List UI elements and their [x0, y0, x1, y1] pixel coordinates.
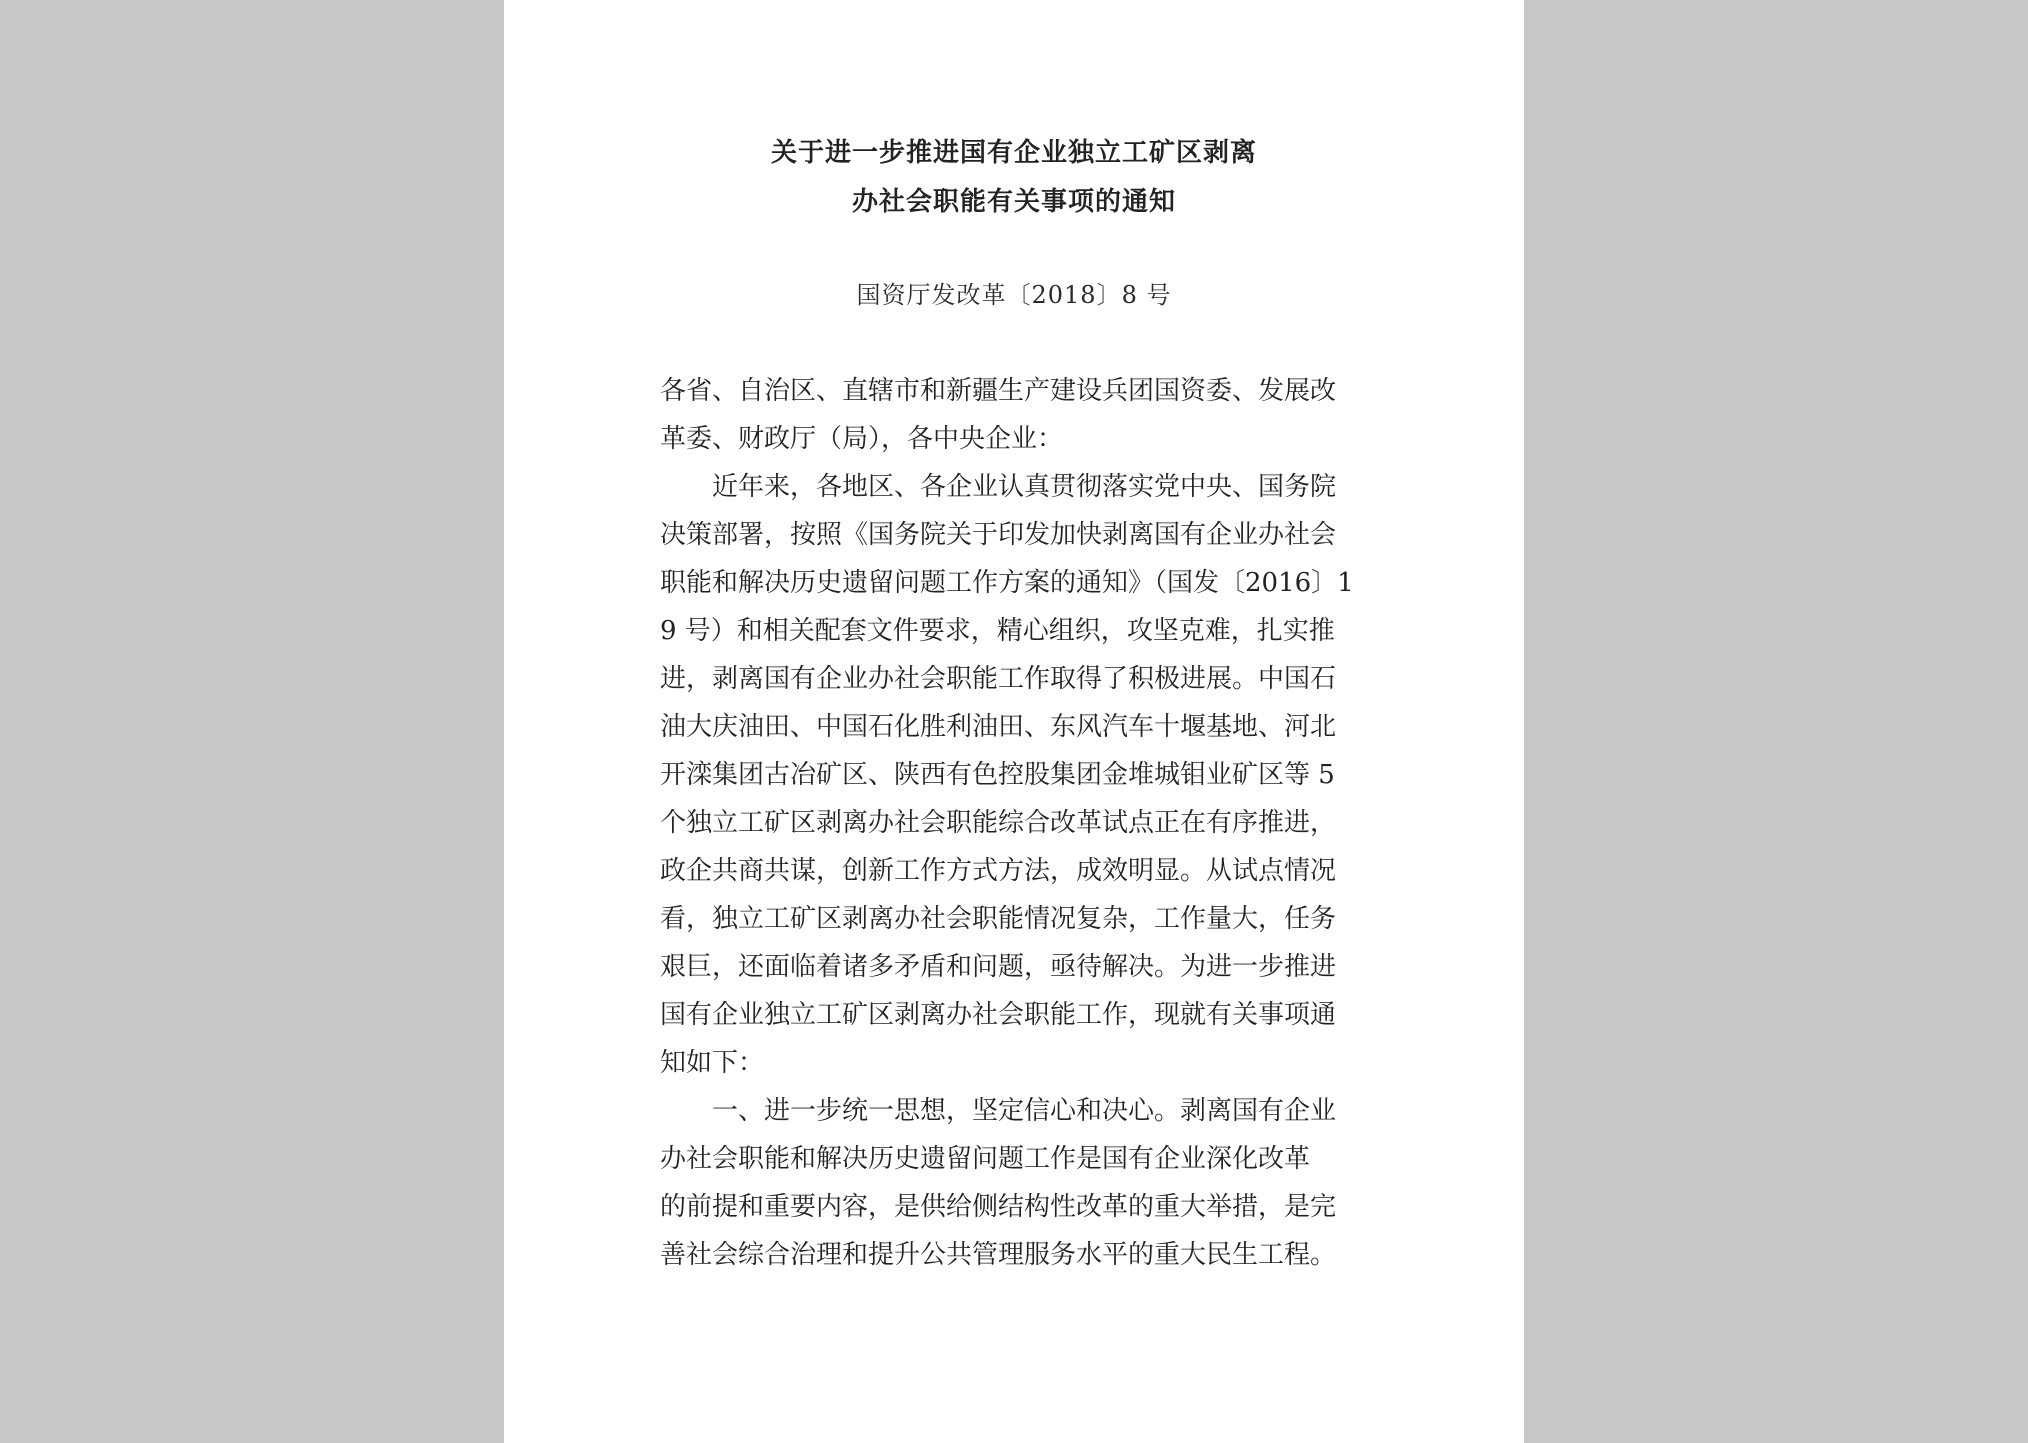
body-line-text: 的前提和重要内容，是供给侧结构性改革的重大举措，是完 [660, 1192, 1337, 1222]
body-line-text: 国有企业独立工矿区剥离办社会职能工作，现就有关事项通 [660, 1000, 1337, 1030]
document-page [504, 0, 1524, 1443]
document-title-line-2: 办社会职能有关事项的通知 [851, 187, 1176, 217]
body-line-text: 办社会职能和解决历史遗留问题工作是国有企业深化改革 [660, 1144, 1311, 1174]
body-line-text: 看，独立工矿区剥离办社会职能情况复杂，工作量大，任务 [660, 904, 1337, 934]
body-line-text: 9 号）和相关配套文件要求，精心组织，攻坚克难，扎实推 [660, 616, 1335, 646]
document-number: 国资厅发改革〔2018〕8 号 [856, 281, 1172, 309]
body-line-text: 革委、财政厅（局），各中央企业： [660, 424, 1064, 454]
document-title-line-1: 关于进一步推进国有企业独立工矿区剥离 [770, 138, 1257, 168]
body-line-text: 善社会综合治理和提升公共管理服务水平的重大民生工程。 [660, 1240, 1337, 1270]
body-line-text: 开滦集团古冶矿区、陕西有色控股集团金堆城钼业矿区等 5 [660, 760, 1335, 790]
body-line-text: 一、进一步统一思想，坚定信心和决心。剥离国有企业 [712, 1096, 1337, 1126]
body-line-text: 职能和解决历史遗留问题工作方案的通知》（国发〔2016〕1 [660, 568, 1354, 598]
body-line-text: 艰巨，还面临着诸多矛盾和问题，亟待解决。为进一步推进 [660, 952, 1337, 982]
body-line-text: 个独立工矿区剥离办社会职能综合改革试点正在有序推进， [660, 808, 1337, 838]
body-line-text: 知如下： [660, 1048, 765, 1078]
body-line-text: 近年来，各地区、各企业认真贯彻落实党中央、国务院 [712, 472, 1337, 502]
body-line-text: 各省、自治区、直辖市和新疆生产建设兵团国资委、发展改 [660, 376, 1337, 406]
body-line-text: 决策部署，按照《国务院关于印发加快剥离国有企业办社会 [660, 520, 1337, 550]
body-line-text: 政企共商共谋，创新工作方式方法，成效明显。从试点情况 [660, 856, 1337, 886]
body-line-text: 进，剥离国有企业办社会职能工作取得了积极进展。中国石 [660, 664, 1337, 694]
body-line-text: 油大庆油田、中国石化胜利油田、东风汽车十堰基地、河北 [660, 712, 1337, 742]
